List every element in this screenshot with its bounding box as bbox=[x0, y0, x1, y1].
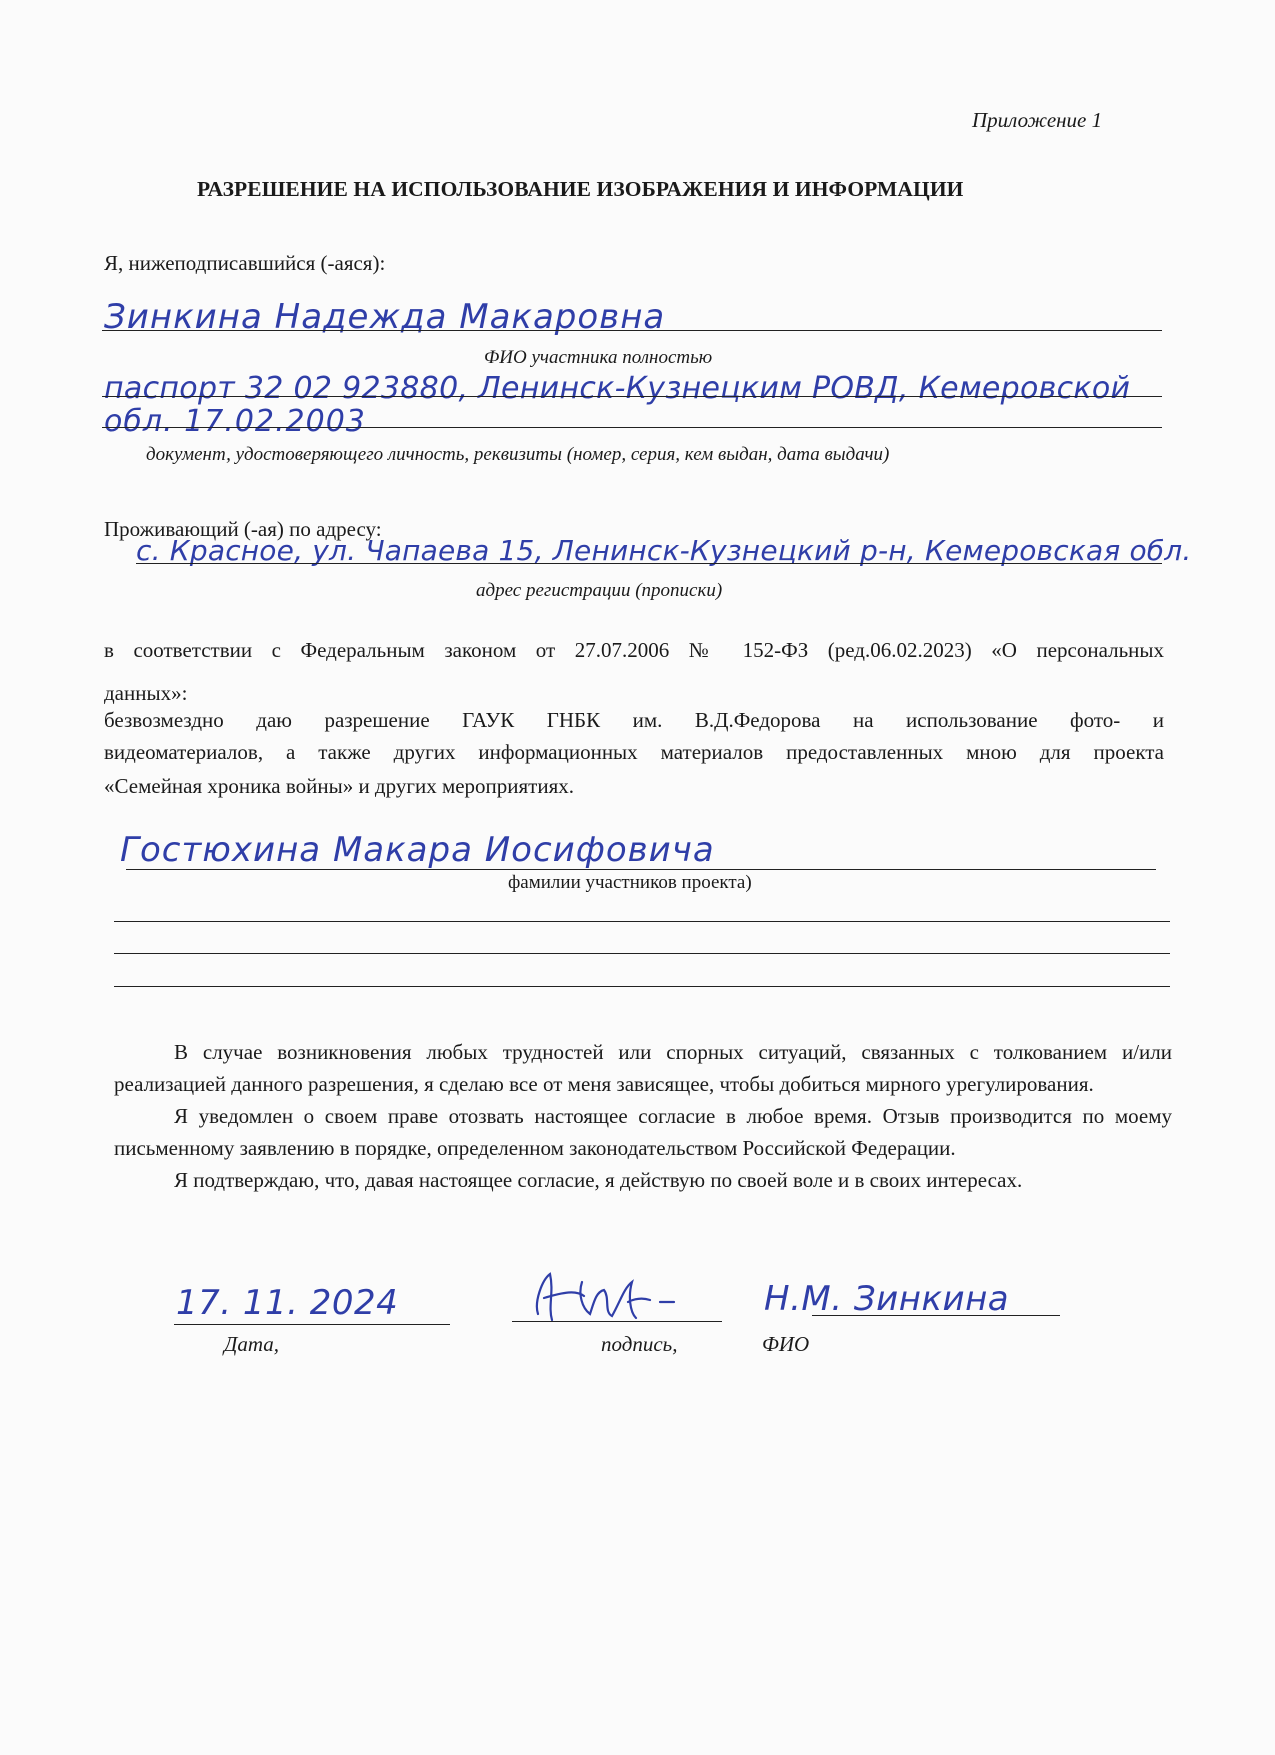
passport-line-2 bbox=[102, 427, 1162, 428]
participant-line bbox=[126, 869, 1156, 870]
passport-handwritten-line2: обл. 17.02.2003 bbox=[104, 404, 366, 439]
dispute-paragraph: В случае возникновения любых трудностей или спорных ситуаций, связанных с толкованием и/или реализацией данного разрешения, я сделаю все от меня зависящее, чтобы добиться мирного урегулирования. bbox=[114, 1040, 1172, 1096]
law-line-1: в соответствии с Федеральным законом от 27.07.2006 № 152-ФЗ (ред.06.02.2023) «О персональных bbox=[104, 638, 1164, 662]
address-caption: адрес регистрации (прописки) bbox=[476, 580, 723, 601]
signature-line bbox=[512, 1321, 722, 1322]
signature-caption: подпись, bbox=[601, 1332, 678, 1356]
blank-line-3 bbox=[114, 986, 1170, 987]
intro-text: Я, нижеподписавшийся (-аяся): bbox=[104, 251, 386, 275]
fio-line bbox=[102, 330, 1162, 331]
participant-handwritten: Гостюхина Макара Иосифовича bbox=[120, 830, 715, 870]
date-caption: Дата, bbox=[224, 1332, 280, 1356]
document-caption: документ, удостоверяющего личность, реквизиты (номер, серия, кем выдан, дата выдачи) bbox=[146, 444, 890, 465]
address-label: Проживающий (-ая) по адресу: bbox=[104, 517, 382, 541]
date-handwritten: 17. 11. 2024 bbox=[176, 1283, 399, 1323]
blank-line-2 bbox=[114, 953, 1170, 954]
law-line-2: данных»: bbox=[104, 681, 188, 705]
revoke-paragraph: Я уведомлен о своем праве отозвать настоящее согласие в любое время. Отзыв производится по моему письменному заявлению в порядке, определенном законодательством Российской Федерации. bbox=[114, 1104, 1172, 1160]
permission-line-3: «Семейная хроника войны» и других мероприятиях. bbox=[104, 774, 575, 798]
permission-line-1: безвозмездно даю разрешение ГАУК ГНБК им. В.Д.Федорова на использование фото- и bbox=[104, 708, 1164, 732]
document-title: РАЗРЕШЕНИЕ НА ИСПОЛЬЗОВАНИЕ ИЗОБРАЖЕНИЯ И ИНФОРМАЦИИ bbox=[197, 177, 964, 201]
participant-caption: фамилии участников проекта) bbox=[508, 872, 752, 893]
blank-line-1 bbox=[114, 921, 1170, 922]
confirm-paragraph: Я подтверждаю, что, давая настоящее согласие, я действую по своей воле и в своих интересах. bbox=[174, 1168, 1023, 1192]
fio-signed-handwritten: Н.М. Зинкина bbox=[764, 1279, 1010, 1319]
fio-short-caption: ФИО bbox=[762, 1332, 810, 1356]
fio-handwritten: Зинкина Надежда Макаровна bbox=[104, 297, 666, 337]
terms-block bbox=[114, 1036, 1172, 1196]
date-line bbox=[174, 1324, 450, 1325]
appendix-label: Приложение 1 bbox=[972, 108, 1103, 132]
address-handwritten: с. Красное, ул. Чапаева 15, Ленинск-Кузнецкий р-н, Кемеровская обл. bbox=[136, 534, 1192, 567]
fio-caption: ФИО участника полностью bbox=[484, 347, 713, 368]
passport-handwritten-line1: паспорт 32 02 923880, Ленинск-Кузнецким РОВД, Кемеровской bbox=[104, 371, 1131, 406]
address-line bbox=[136, 563, 1162, 564]
permission-line-2: видеоматериалов, а также других информационных материалов предоставленных мною для проекта bbox=[104, 740, 1164, 764]
fio-signed-line bbox=[812, 1315, 1060, 1316]
passport-line-1 bbox=[102, 396, 1162, 397]
